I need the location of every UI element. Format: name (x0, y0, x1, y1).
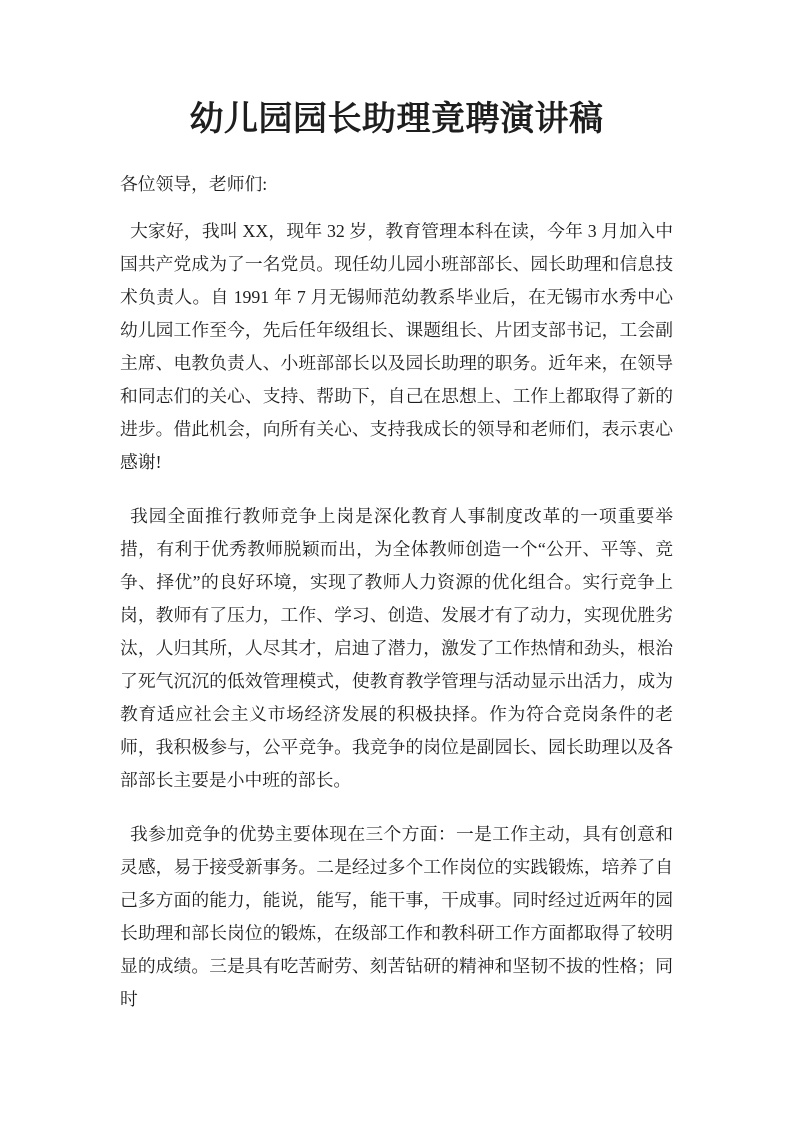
document-body (120, 215, 673, 1016)
document-title: 幼儿园园长助理竟聘演讲稿 (189, 101, 604, 138)
salutation-line: 各位领导，老师们: (120, 174, 268, 194)
paragraph-advantages: 我参加竞争的优势主要体现在三个方面：一是工作主动，具有创意和灵感，易于接受新事务。二是经过多个工作岗位的实践锻炼，培养了自己多方面的能力，能说，能写，能干事，干成事。同时经过近两年的园长助理和部长岗位的锻炼，在级部工作和教科研工作方面都取得了较明显的成绩。三是具有吃苦耐劳、刻苦钻研的精神和坚韧不拔的性格；同时 (120, 824, 673, 1009)
paragraph-intro: 大家好，我叫 XX，现年 32 岁，教育管理本科在读，今年 3 月加入中国共产党成为了一名党员。现任幼儿园小班部部长、园长助理和信息技术负责人。自 1991 年 7 月无锡师范幼教系毕业后，在无锡市水秀中心幼儿园工作至今，先后任年级组长、课题组长、片团支部书记，工会副主席、电教负责人、小班部部长以及园长助理的职务。近年来，在领导和同志们的关心、支持、帮助下，自己在思想上、工作上都取得了新的进步。借此机会，向所有关心、支持我成长的领导和老师们，表示衷心感谢! (120, 221, 673, 472)
paragraph-competition-context: 我园全面推行教师竞争上岗是深化教育人事制度改革的一项重要举措，有利于优秀教师脱颖而出，为全体教师创造一个“公开、平等、竞争、择优”的良好环境，实现了教师人力资源的优化组合。实行竞争上岗，教师有了压力，工作、学习、创造、发展才有了动力，实现优胜劣汰，人归其所，人尽其才，启迪了潜力，激发了工作热情和劲头，根治了死气沉沉的低效管理模式，使教育教学管理与活动显示出活力，成为教育适应社会主义市场经济发展的积极抉择。作为符合竞岗条件的老师，我积极参与，公平竞争。我竞争的岗位是副园长、园长助理以及各部部长主要是小中班的部长。 (120, 506, 673, 790)
